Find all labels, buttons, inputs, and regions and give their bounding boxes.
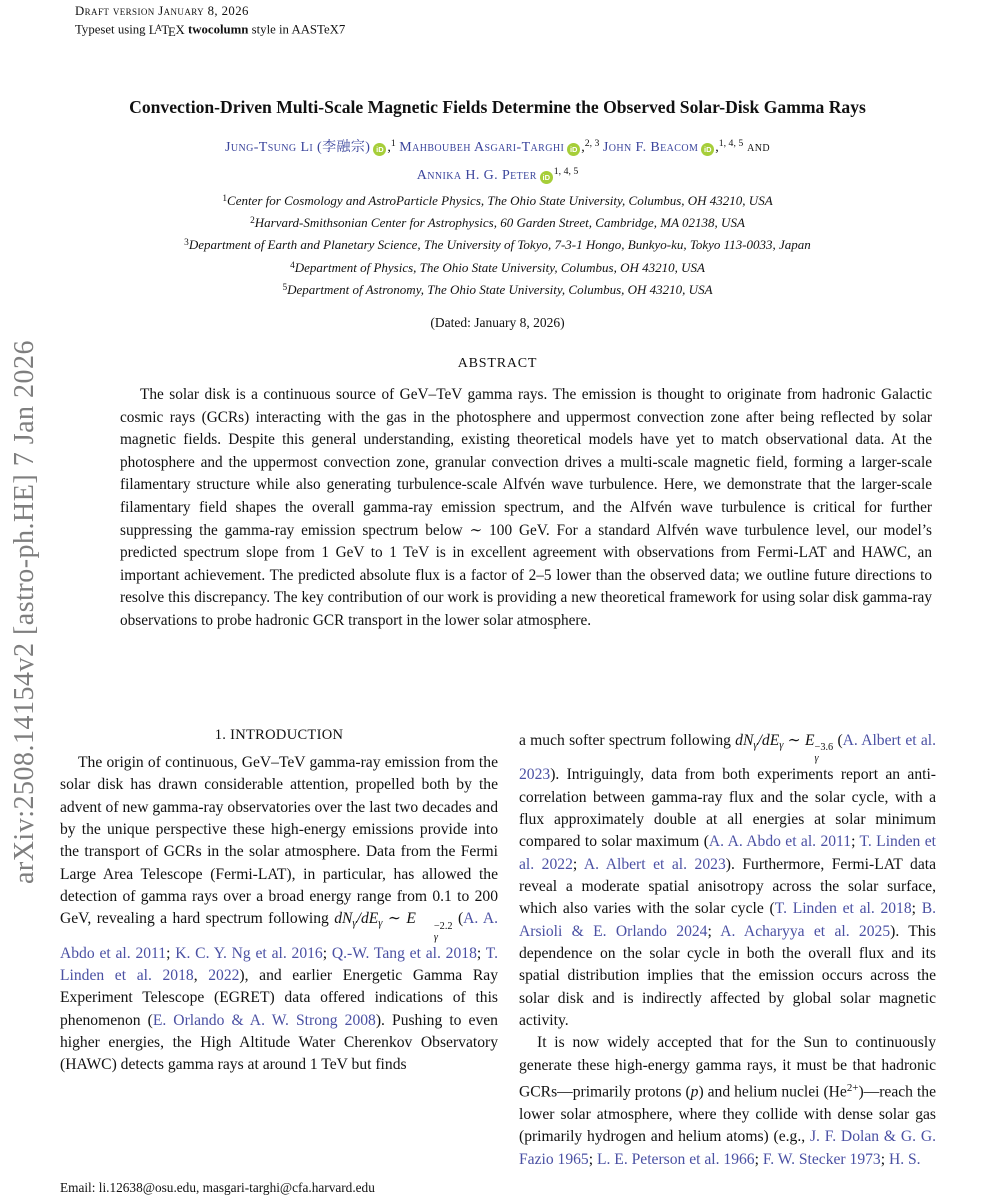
- affiliation-line: [55, 256, 940, 278]
- intro-paragraph-right-1: [519, 730, 936, 1032]
- citation-link[interactable]: K. C. Y. Ng et al. 2016: [175, 944, 323, 962]
- orcid-icon[interactable]: iD: [540, 171, 553, 184]
- right-column: [519, 727, 936, 1171]
- text-segment: ,: [715, 139, 719, 155]
- affiliation-number: 5: [282, 282, 288, 293]
- text-segment: 2, 3: [584, 138, 600, 149]
- text-segment: E: [406, 910, 416, 928]
- text-segment: ;: [572, 855, 584, 873]
- citation-link[interactable]: J. F. Dolan & G. G. Fazio 1965: [519, 1128, 936, 1168]
- affiliation-line: [55, 189, 940, 211]
- citation-link[interactable]: L. E. Peterson et al. 1966: [596, 1150, 755, 1168]
- citation-link[interactable]: T. Linden et al. 2018: [60, 944, 499, 985]
- left-column: [60, 727, 498, 1171]
- section-heading-introduction: 1. INTRODUCTION: [214, 727, 344, 743]
- text-segment: )—reach the lower solar atmosphere, where they collide with dense solar gas (primarily hydrogen and helium atoms) (e.g.,: [519, 1083, 936, 1146]
- text-segment: ,: [387, 139, 391, 155]
- latex-logo: $L^ATEX$: [148, 22, 185, 40]
- math-supsub: −3.6 γ: [814, 742, 834, 765]
- text-segment: ;: [911, 900, 922, 918]
- intro-paragraph-right-2: [519, 1032, 936, 1171]
- typeset-line: [75, 20, 345, 41]
- citation-link[interactable]: F. W. Stecker 1973: [762, 1150, 881, 1168]
- text-segment: and: [743, 139, 771, 155]
- text-segment: p: [690, 1083, 699, 1101]
- text-segment: γ: [378, 918, 383, 930]
- text-segment: γ: [352, 918, 357, 930]
- text-segment: (: [833, 732, 843, 749]
- abstract-heading: ABSTRACT: [457, 356, 538, 371]
- text-segment: 1, 4, 5: [553, 165, 579, 177]
- citation-link[interactable]: A. Acharyya et al. 2025: [720, 922, 891, 940]
- math-supsub: −2.2 γ: [433, 920, 453, 943]
- text-segment: ). Pushing to even higher energies, the High Altitude Water Cherenkov Observatory (HAWC) detects gamma rays at around 1 TeV but finds: [60, 1011, 498, 1074]
- text-segment: γ: [753, 740, 758, 752]
- text-segment: ;: [322, 944, 332, 962]
- text-segment: ). This dependence on the solar cycle in both the overall flux and its spatial distribution implies that the emission occurs across the solar disk and is indirectly affected by global solar magnetic activity.: [519, 922, 936, 1030]
- citation-link[interactable]: A. A. Abdo et al. 2011: [60, 910, 499, 962]
- affiliation-line: [55, 211, 940, 233]
- email-footnote[interactable]: Email: li.12638@osu.edu, masgari-targhi@cfa.harvard.edu: [60, 1180, 375, 1195]
- text-segment: ), and earlier Energetic Gamma Ray Experiment Telescope (EGRET) data offered indications of this phenomenon (: [60, 967, 498, 1029]
- text-segment: a much softer spectrum following: [519, 732, 736, 749]
- text-segment: ). Intriguingly, data from both experiments report an anti-correlation between gamma-ray flux and the solar cycle, with a flux approximately double at all energies at solar minimum compared to solar maximum (: [519, 766, 936, 851]
- author-line-2: [55, 160, 940, 188]
- text-segment: (: [452, 910, 464, 928]
- citation-link[interactable]: 2022: [208, 967, 240, 985]
- citation-link[interactable]: B. Arsioli & E. Orlando 2024: [519, 900, 937, 940]
- text-segment: twocolumn: [188, 22, 249, 37]
- author-name: Mahboubeh Asgari-Targhi: [399, 139, 565, 155]
- orcid-icon[interactable]: iD: [567, 143, 580, 156]
- author-name: Annika H. G. Peter: [416, 167, 537, 183]
- text-segment: ;: [476, 944, 486, 962]
- citation-link[interactable]: H. S.: [888, 1150, 921, 1168]
- page-title: Convection-Driven Multi-Scale Magnetic Fields Determine the Observed Solar-Disk Gamma Rays: [129, 97, 866, 117]
- affiliation-number: 1: [222, 194, 228, 204]
- text-segment: The origin of continuous, GeV–TeV gamma-ray emission from the solar disk has drawn considerable attention, propelled both by the advent of new gamma-ray observatories over the last two decades and by the unique perspective these high-energy emissions provide into the transport of GCRs in the solar atmosphere. Data from the Fermi Large Area Telescope (Fermi-LAT), in particular, has allowed the detection of gamma rays over a broad energy range from 0.1 to 200 GeV, revealing a hard spectrum following: [60, 754, 498, 928]
- orcid-icon[interactable]: iD: [701, 143, 714, 156]
- intro-paragraph-left: [60, 752, 498, 1077]
- text-segment: It is now widely accepted that for the Sun to continuously generate these high-energy gamma rays, it must be that hadronic GCRs—primarily protons (: [519, 1034, 936, 1101]
- draft-version-line: Draft version January 8, 2026: [75, 4, 249, 18]
- affiliation-number: 3: [184, 238, 189, 249]
- affiliation-number: 2: [250, 216, 255, 227]
- affiliation-text: Center for Cosmology and AstroParticle Physics, The Ohio State University, Columbus, OH 43210, USA: [227, 193, 773, 209]
- affiliation-block: [55, 189, 940, 300]
- citation-link[interactable]: A. Albert et al. 2023: [583, 855, 726, 873]
- citation-link[interactable]: T. Linden et al. 2018: [774, 900, 912, 918]
- affiliation-number: 4: [290, 260, 295, 271]
- text-segment: ;: [754, 1150, 763, 1168]
- arxiv-watermark: arXiv:2508.14154v2 [astro-ph.HE] 7 Jan 2026: [9, 339, 40, 885]
- text-segment: 1, 4, 5: [718, 138, 744, 149]
- text-segment: 2+: [846, 1082, 859, 1095]
- affiliation-line: [55, 278, 940, 300]
- affiliation-text: Department of Earth and Planetary Science, The University of Tokyo, 7-3-1 Hongo, Bunkyo-ku, Tokyo 113-0033, Japan: [188, 237, 811, 253]
- citation-link[interactable]: T. Linden et al. 2022: [519, 833, 936, 873]
- author-line-1: [55, 132, 940, 160]
- text-segment: ∼: [783, 732, 805, 749]
- author-block: [55, 132, 940, 188]
- text-segment: ;: [880, 1150, 889, 1168]
- affiliation-line: [55, 233, 940, 255]
- text-segment: /dE: [757, 732, 780, 749]
- text-segment: Typeset using: [75, 22, 149, 37]
- affiliation-text: Department of Physics, The Ohio State University, Columbus, OH 43210, USA: [294, 259, 705, 275]
- author-name: Jung-Tsung Li (李融宗): [224, 139, 371, 155]
- text-segment: dN: [334, 910, 353, 928]
- text-segment: 1: [390, 138, 396, 149]
- citation-link[interactable]: A. Albert et al. 2023: [519, 732, 936, 784]
- two-column-body: [60, 727, 936, 1171]
- text-segment: dN: [735, 732, 754, 749]
- citation-link[interactable]: A. A. Abdo et al. 2011: [708, 833, 852, 851]
- text-segment: ) and helium nuclei (He: [698, 1083, 847, 1101]
- affiliation-text: Department of Astronomy, The Ohio State University, Columbus, OH 43210, USA: [287, 282, 713, 298]
- text-segment: ;: [851, 833, 860, 851]
- text-segment: γ: [779, 740, 784, 752]
- citation-link[interactable]: E. Orlando & A. W. Strong 2008: [152, 1011, 376, 1029]
- text-segment: ;: [707, 922, 721, 940]
- text-segment: ∼: [382, 910, 407, 928]
- text-segment: ;: [588, 1150, 597, 1168]
- orcid-icon[interactable]: iD: [373, 143, 386, 156]
- draft-header: [75, 3, 345, 41]
- dated-line: (Dated: January 8, 2026): [430, 315, 565, 330]
- author-name: John F. Beacom: [602, 139, 699, 155]
- affiliation-text: Harvard-Smithsonian Center for Astrophysics, 60 Garden Street, Cambridge, MA 02138, USA: [254, 215, 745, 231]
- text-segment: /dE: [356, 910, 379, 928]
- abstract-text: The solar disk is a continuous source of GeV–TeV gamma rays. The emission is thought to originate from hadronic Galactic cosmic rays (GCRs) interacting with the gas in the photosphere and uppermost convection zone after being reflected by solar magnetic fields. Despite this general understanding, existing theoretical models have yet to match observational data. At the photosphere and the uppermost convection zone, granular convection drives a multi-scale magnetic field, forming a larger-scale filamentary structure while also generating turbulence-scale Alfvén wave turbulence. Here, we demonstrate that the larger-scale filamentary field shapes the overall gamma-ray emission spectrum, and the Alfvén wave turbulence is critical for further suppressing the gamma-ray emission spectrum below ∼ 100 GeV. For a standard Alfvén wave turbulence level, our model’s predicted spectrum slope from 1 GeV to 1 TeV is in excellent agreement with observations from Fermi-LAT and HAWC, an important achievement. The predicted absolute flux is a factor of 2–5 lower than the observed data; we outline future directions to resolve this discrepancy. The key contribution of our work is providing a new theoretical framework for using solar disk gamma-ray observations to probe hadronic GCR transport in the lower solar atmosphere.: [120, 386, 932, 629]
- text-segment: style in AASTeX7: [248, 22, 346, 37]
- citation-link[interactable]: Q.-W. Tang et al. 2018: [331, 944, 477, 962]
- text-segment: ,: [193, 967, 209, 985]
- text-segment: ;: [166, 944, 176, 962]
- text-segment: ,: [581, 139, 585, 155]
- text-segment: ). Furthermore, Fermi-LAT data reveal a moderate spatial anisotropy across the solar surface, which also varies with the solar cycle (: [519, 855, 936, 918]
- text-segment: E: [805, 732, 815, 749]
